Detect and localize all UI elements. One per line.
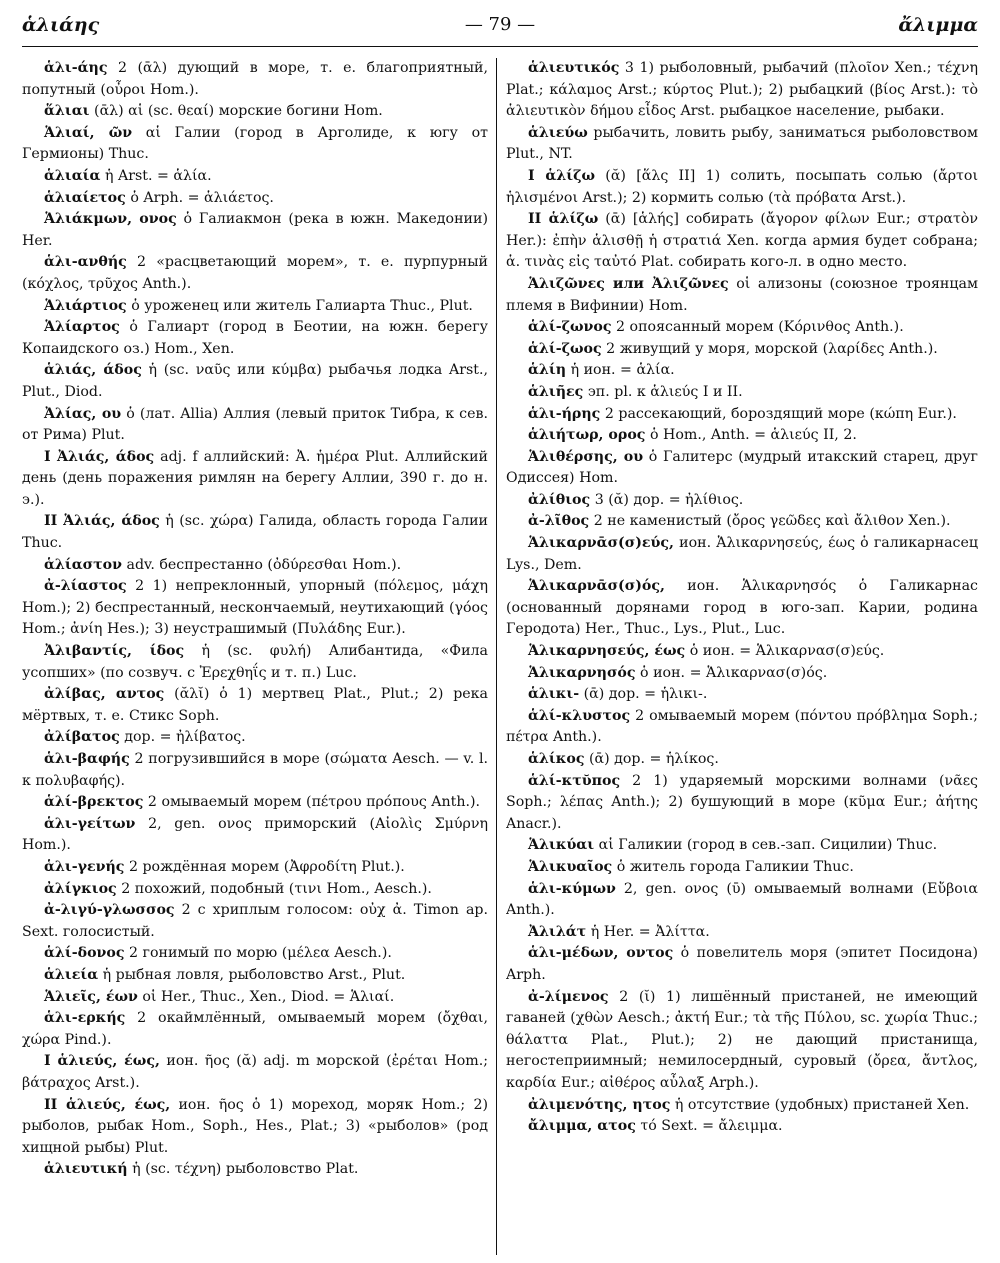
dictionary-entry: [22, 987, 488, 1009]
entry-headword: ἁλικι-: [528, 686, 580, 703]
dictionary-entry: [506, 339, 978, 361]
dictionary-entry: [506, 576, 978, 641]
entry-definition: ἡ (sc. τέχνη) рыболовство Plat.: [132, 1161, 359, 1178]
entry-headword: II Ἁλιάς, άδος: [44, 513, 160, 530]
entry-headword: ἁλιάς, άδος: [44, 362, 142, 379]
entry-headword: Ἁλίαρτος: [44, 319, 120, 336]
entry-definition: ἡ (sc. χώρα) Галида, область города Галии Thuc.: [22, 513, 488, 552]
dictionary-entry: [22, 360, 488, 403]
entry-definition: ἡ отсутствие (удобных) пристаней Xen.: [674, 1096, 970, 1113]
entry-definition: ἡ рыбная ловля, рыболовство Arst., Plut.: [102, 966, 406, 983]
dictionary-entry: [506, 274, 978, 317]
entry-definition: αἱ Галии (город в Арголиде, к югу от Гермионы) Thuc.: [22, 124, 488, 163]
entry-definition: 2 рассекающий, бороздящий море (κώπη Eur.).: [604, 405, 957, 422]
dictionary-entry: [22, 879, 488, 901]
dictionary-entry: [22, 58, 488, 101]
entry-headword: ἁλιεύω: [528, 124, 588, 141]
entry-headword: ἁλίαστον: [44, 556, 122, 573]
entry-headword: Ἁλιάρτιος: [44, 297, 127, 314]
entry-definition: ὁ Галиарт (город в Беотии, на южн. берегу Копаидского оз.) Hom., Xen.: [22, 319, 488, 357]
dictionary-entry: [22, 576, 488, 641]
entry-headword: Ἁλικύαι: [528, 837, 595, 854]
column-divider: [496, 58, 497, 1255]
entry-headword: I Ἀλιάς, άδος: [44, 448, 155, 465]
entry-definition: 2 (ᾱλ) дующий в море, т. е. благоприятный, попутный (οὖροι Hom.).: [22, 60, 488, 98]
entry-definition: 2, gen. ονος приморский (Αἰολὶς Σμύρνη Hom.).: [22, 815, 488, 854]
entry-definition: ὁ ион. = Ἁλικαρνασ(σ)εύς.: [689, 643, 885, 660]
entry-headword: ἁλί-κλυστος: [528, 707, 631, 724]
entry-definition: 2 с хриплым голосом: οὐχ ἀ. Timon ap. Sext. голосистый.: [22, 902, 488, 940]
entry-headword: ἁλίκος: [528, 751, 585, 767]
entry-definition: (ᾰλῐ) ὁ 1) мертвец Plat., Plut.; 2) река мёртвых, т. е. Стикс Soph.: [22, 686, 488, 724]
dictionary-entry: [506, 987, 978, 1095]
entry-definition: ὁ Галитерс (мудрый итакский старец, друг Одиссея) Hom.: [506, 448, 978, 487]
dictionary-entry: [506, 209, 978, 274]
entry-headword: Ἀλίας, ου: [44, 405, 122, 422]
page-header: [22, 12, 978, 47]
dictionary-entry: [22, 101, 488, 123]
dictionary-entry: [506, 835, 978, 857]
entry-definition: τό Sext. = ἄλειμμα.: [640, 1118, 783, 1135]
entry-definition: ион. ῆος ὁ 1) мореход, моряк Hom.; 2) рыболов, рыбак Hom., Soph., Hes., Plat.; 3) «рыболов» (род хищной рыбы) Plut.: [22, 1096, 488, 1156]
dictionary-entry: [506, 360, 978, 382]
dictionary-entry: [22, 1051, 488, 1094]
dictionary-entry: [22, 943, 488, 965]
dictionary-entry: [22, 404, 488, 447]
dictionary-entry: [506, 425, 978, 447]
entry-headword: ἁλιήτωρ, ορος: [528, 427, 646, 444]
dictionary-entry: [506, 1116, 978, 1138]
dictionary-entry: [506, 922, 978, 944]
entry-headword: ἀ-λῖθος: [528, 513, 590, 530]
dictionary-entry: [506, 447, 978, 490]
entry-headword: ἄλιμμα, ατος: [528, 1118, 636, 1135]
dictionary-entry: [506, 404, 978, 426]
dictionary-entry: [506, 641, 978, 663]
dictionary-entry: [506, 511, 978, 533]
entry-headword: ἀλιμενότης, ητος: [528, 1096, 671, 1113]
entry-headword: II ἁλιεύς, έως,: [44, 1096, 171, 1113]
entry-definition: ἡ ион. = ἁλία.: [570, 362, 675, 379]
entry-headword: Ἁλικαρνᾱσ(σ)ός,: [528, 578, 665, 595]
entry-headword: ἀλίγκιος: [44, 880, 117, 897]
dictionary-entry: [22, 296, 488, 318]
entry-headword: ἁλι-βαφής: [44, 751, 130, 767]
dictionary-columns: [22, 58, 978, 1255]
entry-definition: ὁ уроженец или житель Галиарта Thuc., Plut.: [131, 297, 473, 314]
entry-definition: adv. беспрестанно (ὀδύρεσθαι Hom.).: [126, 556, 402, 573]
entry-definition: (ᾱ) дор. = ἡλίκος.: [588, 751, 719, 767]
dictionary-entry: [506, 879, 978, 922]
entry-definition: οἱ Her., Thuc., Xen., Diod. = Ἁλιαί.: [142, 988, 395, 1005]
entry-definition: рыбачить, ловить рыбу, заниматься рыболовством Plut., NT.: [506, 124, 978, 163]
entry-headword: ἁλι-κύμων: [528, 880, 616, 897]
header-last-headword: ἄλιμμα: [898, 14, 978, 36]
left-column: [22, 58, 488, 1255]
entry-headword: Ἁλικυαῖος: [528, 858, 613, 875]
entry-definition: 2 (ῐ) 1) лишённый пристаней, не имеющий гаваней (χθὼν Aesch.; ἀκτή Eur.; τὰ τῆς Πύλου, sc. χωρία Thuc.; θάλαττα Plat., Plut.); 2) не дающий пристанища, негостеприимный; немилосердный, суровый (ὄρεα, ἄντλος, καρδία Eur.; αἰθέρος αὖλαξ Arph.).: [506, 988, 978, 1091]
entry-definition: 2 1) непреклонный, упорный (πόλεμος, μάχη Hom.); 2) беспрестанный, нескончаемый, неутихающий (γόος Hom.; ἀνίη Hes.); 3) неустрашимый (Πυλάδης Eur.).: [22, 578, 488, 638]
entry-headword: ἅλιαι: [44, 103, 90, 120]
entry-headword: ἁλί-δονος: [44, 945, 125, 962]
entry-headword: Ἁλιθέρσης, ου: [528, 448, 644, 465]
entry-definition: ὁ Arph. = ἁλιάετος.: [130, 189, 274, 206]
entry-definition: ион. Ἁλικαρνησεύς, έως ὁ галикарнасец Lys., Dem.: [506, 535, 978, 573]
header-first-headword: ἁλιάης: [22, 14, 100, 36]
dictionary-entry: [22, 317, 488, 360]
entry-headword: ἁλιευτική: [44, 1161, 128, 1178]
dictionary-entry: [506, 943, 978, 986]
right-column: [506, 58, 978, 1255]
dictionary-entry: [22, 1159, 488, 1181]
entry-definition: 2 гонимый по морю (μέλεα Aesch.).: [129, 945, 392, 962]
entry-headword: ἁλιαίετος: [44, 189, 126, 206]
entry-definition: 2 1) ударяемый морскими волнами (νᾶες Soph.; λέπας Anth.); 2) бушующий в море (κῦμα Eur.; ἀήτης Anacr.).: [506, 772, 978, 832]
entry-headword: ἁλιευτικός: [528, 60, 620, 76]
dictionary-entry: [22, 209, 488, 252]
dictionary-entry: [506, 857, 978, 879]
entry-definition: ὁ повелитель моря (эпитет Посидона) Arph.: [506, 945, 978, 983]
dictionary-entry: [506, 382, 978, 404]
entry-headword: ἁλιαία: [44, 167, 101, 184]
entry-headword: ἀ-λίαστος: [44, 578, 127, 595]
entry-headword: ἀλίβας, αντος: [44, 686, 165, 703]
dictionary-entry: [22, 792, 488, 814]
dictionary-entry: [22, 1008, 488, 1051]
entry-headword: Ἁλικαρνησεύς, έως: [528, 643, 686, 660]
dictionary-entry: [22, 727, 488, 749]
dictionary-entry: [506, 317, 978, 339]
entry-headword: ἁλί-ζωνος: [528, 319, 612, 336]
dictionary-entry: [506, 684, 978, 706]
dictionary-entry: [22, 900, 488, 943]
entry-definition: (ᾱ) дор. = ἡλικι-.: [583, 686, 708, 703]
entry-definition: 2 «расцветающий морем», т. е. пурпурный (κόχλος, τρῦχος Anth.).: [22, 254, 488, 292]
entry-headword: Ἁλικαρνᾱσ(σ)εύς,: [528, 535, 674, 552]
entry-headword: ἁλίη: [528, 362, 567, 379]
entry-definition: (ᾰ) [ἅλς II] 1) солить, посыпать солью (ἄρτοι ἡλισμένοι Arst.); 2) кормить солью (τὰ πρόβατα Arst.).: [506, 167, 978, 206]
entry-definition: 3 1) рыболовный, рыбачий (πλοῖον Xen.; τέχνη Plat.; κάλαμος Arst.; κύρτος Plut.); 2) рыбацкий (βίος Arst.): τὸ ἁλιευτικὸν δήμου εἶδος Arst. рыбацкое население, рыбаки.: [506, 60, 978, 120]
entry-definition: 2 окаймлённый, омываемый морем (ὄχθαι, χώρα Pind.).: [22, 1010, 488, 1048]
entry-headword: ἀλίθιος: [528, 491, 591, 508]
entry-headword: ἁλι-γενής: [44, 858, 125, 875]
entry-headword: ἁλι-ανθής: [44, 254, 127, 271]
dictionary-entry: [506, 1095, 978, 1117]
entry-headword: ἀ-λιγύ-γλωσσος: [44, 902, 175, 919]
dictionary-entry: [506, 771, 978, 836]
entry-headword: Ἁλιαί, ῶν: [44, 124, 133, 141]
dictionary-entry: [506, 58, 978, 123]
entry-definition: adj. f аллийский: Ἀ. ἡμέρα Plut. Аллийский день (день поражения римлян на берегу Аллии, 390 г. до н. э.).: [22, 448, 488, 508]
entry-headword: ἁλι-ερκής: [44, 1010, 126, 1027]
dictionary-entry: [22, 166, 488, 188]
entry-headword: ἁλι-άης: [44, 60, 108, 76]
entry-definition: (ᾱ) [ἁλής] собирать (ἄγορον φίλων Eur.; στρατὸν Her.): ἐπὴν ἁλισθῇ ἡ στρατιά Xen. когда армия будет собрана; ἁ. τινὰς εἰς ταὐτό Plat. собирать кого-л. в одно место.: [506, 211, 978, 271]
dictionary-entry: [22, 123, 488, 166]
entry-definition: ἡ (sc. ναῦς или κύμβα) рыбачья лодка Arst., Plut., Diod.: [22, 362, 488, 400]
entry-definition: αἱ Галикии (город в сев.-зап. Сицилии) Thuc.: [598, 837, 938, 854]
entry-headword: ἁλι-μέδων, οντος: [528, 945, 674, 962]
entry-definition: 2 живущий у моря, морской (λαρίδες Anth.).: [606, 340, 938, 357]
entry-headword: I ἁλίζω: [528, 167, 595, 184]
entry-definition: ион. ῆος (ᾰ) adj. m морской (ἐρέται Hom.; βάτραχος Arst.).: [22, 1053, 488, 1091]
entry-definition: ὁ житель города Галикии Thuc.: [616, 858, 854, 875]
entry-definition: 2 не каменистый (ὄρος γεῶδες καὶ ἄλιθον Xen.).: [593, 513, 951, 530]
entry-headword: ἁλιῆες: [528, 383, 584, 400]
entry-headword: ἁλί-κτῠπος: [528, 772, 621, 789]
entry-headword: Ἀλιλάτ: [528, 923, 587, 940]
dictionary-entry: [22, 684, 488, 727]
entry-headword: ἁλι-γείτων: [44, 815, 136, 832]
entry-headword: Ἁλιάκμων, ονος: [44, 211, 177, 228]
entry-headword: Ἁλικαρνησός: [528, 664, 636, 681]
dictionary-entry: [22, 252, 488, 295]
entry-headword: ἁλι-ήρης: [528, 405, 601, 422]
entry-headword: ἀλίβατος: [44, 729, 120, 746]
entry-definition: дор. = ἠλίβατος.: [124, 729, 246, 746]
entry-definition: ион. Ἁλικαρνησός ὁ Галикарнас (основанный дорянами город в юго-зап. Карии, родина Геродота) Her., Thuc., Lys., Plut., Luc.: [506, 578, 978, 638]
entry-headword: ἁλί-ζωος: [528, 340, 602, 357]
entry-headword: II ἁλίζω: [528, 211, 599, 228]
dictionary-entry: [22, 965, 488, 987]
dictionary-entry: [22, 641, 488, 684]
dictionary-entry: [22, 857, 488, 879]
entry-headword: Ἁλιζῶνες или Ἀλιζῶνες: [528, 275, 729, 292]
dictionary-entry: [506, 749, 978, 771]
entry-headword: ἁλιεία: [44, 966, 99, 983]
dictionary-entry: [506, 533, 978, 576]
entry-definition: 2 погрузившийся в море (σώματα Aesch. — v. l. к πολυβαφής).: [22, 751, 488, 789]
entry-definition: ἡ Her. = Ἀλίττα.: [590, 923, 710, 940]
dictionary-entry: [22, 511, 488, 554]
entry-definition: (ᾱλ) αἱ (sc. θεαί) морские богини Hom.: [94, 103, 383, 120]
entry-definition: 2 похожий, подобный (τινι Hom., Aesch.).: [121, 880, 432, 897]
entry-definition: ἡ (sc. φυλή) Алибантида, «Фила усопших» (по созвуч. с Ἐρεχθηΐς и т. п.) Luc.: [22, 643, 488, 681]
entry-definition: ὁ (лат. Allia) Аллия (левый приток Тибра, к сев. от Рима) Plut.: [22, 405, 488, 444]
entry-definition: эп. pl. к ἁλιεύς I и II.: [587, 383, 743, 400]
entry-headword: Ἀλιβαντίς, ίδος: [44, 643, 185, 660]
entry-definition: ὁ Hom., Anth. = ἁλιεύς II, 2.: [649, 427, 857, 444]
entry-definition: ἡ Arst. = ἁλία.: [104, 167, 212, 184]
dictionary-entry: [506, 663, 978, 685]
dictionary-entry: [506, 706, 978, 749]
dictionary-entry: [22, 749, 488, 792]
dictionary-entry: [506, 490, 978, 512]
dictionary-entry: [22, 188, 488, 210]
entry-definition: 3 (ᾰ) дор. = ἠλίθιος.: [594, 491, 744, 508]
entry-definition: 2 рождённая морем (Ἀφροδίτη Plut.).: [128, 858, 405, 875]
entry-definition: οἱ ализоны (союзное троянцам племя в Вифинии) Hom.: [506, 275, 978, 314]
dictionary-entry: [22, 814, 488, 857]
entry-definition: ὁ Галиакмон (река в южн. Македонии) Her.: [22, 211, 488, 249]
entry-definition: 2 опоясанный морем (Κόρινθος Anth.).: [616, 319, 904, 336]
dictionary-entry: [22, 1095, 488, 1160]
dictionary-entry: [506, 166, 978, 209]
entry-headword: ἀ-λίμενος: [528, 988, 609, 1005]
entry-definition: 2 омываемый морем (πέτρου πρόπους Anth.).: [147, 794, 481, 811]
page-number: — 79 —: [464, 14, 536, 35]
entry-headword: ἁλί-βρεκτος: [44, 794, 144, 811]
entry-definition: ὁ ион. = Ἁλικαρνασ(σ)ός.: [640, 664, 828, 681]
entry-headword: I ἁλιεύς, έως,: [44, 1053, 160, 1070]
dictionary-entry: [22, 447, 488, 512]
dictionary-entry: [22, 555, 488, 577]
dictionary-entry: [506, 123, 978, 166]
entry-definition: 2 омываемый морем (πόντου πρόβλημα Soph.; πέτρα Anth.).: [506, 707, 978, 746]
entry-definition: 2, gen. ονος (ῡ) омываемый волнами (Εὔβοια Anth.).: [506, 880, 978, 919]
entry-headword: Ἁλιεῖς, έων: [44, 988, 138, 1005]
